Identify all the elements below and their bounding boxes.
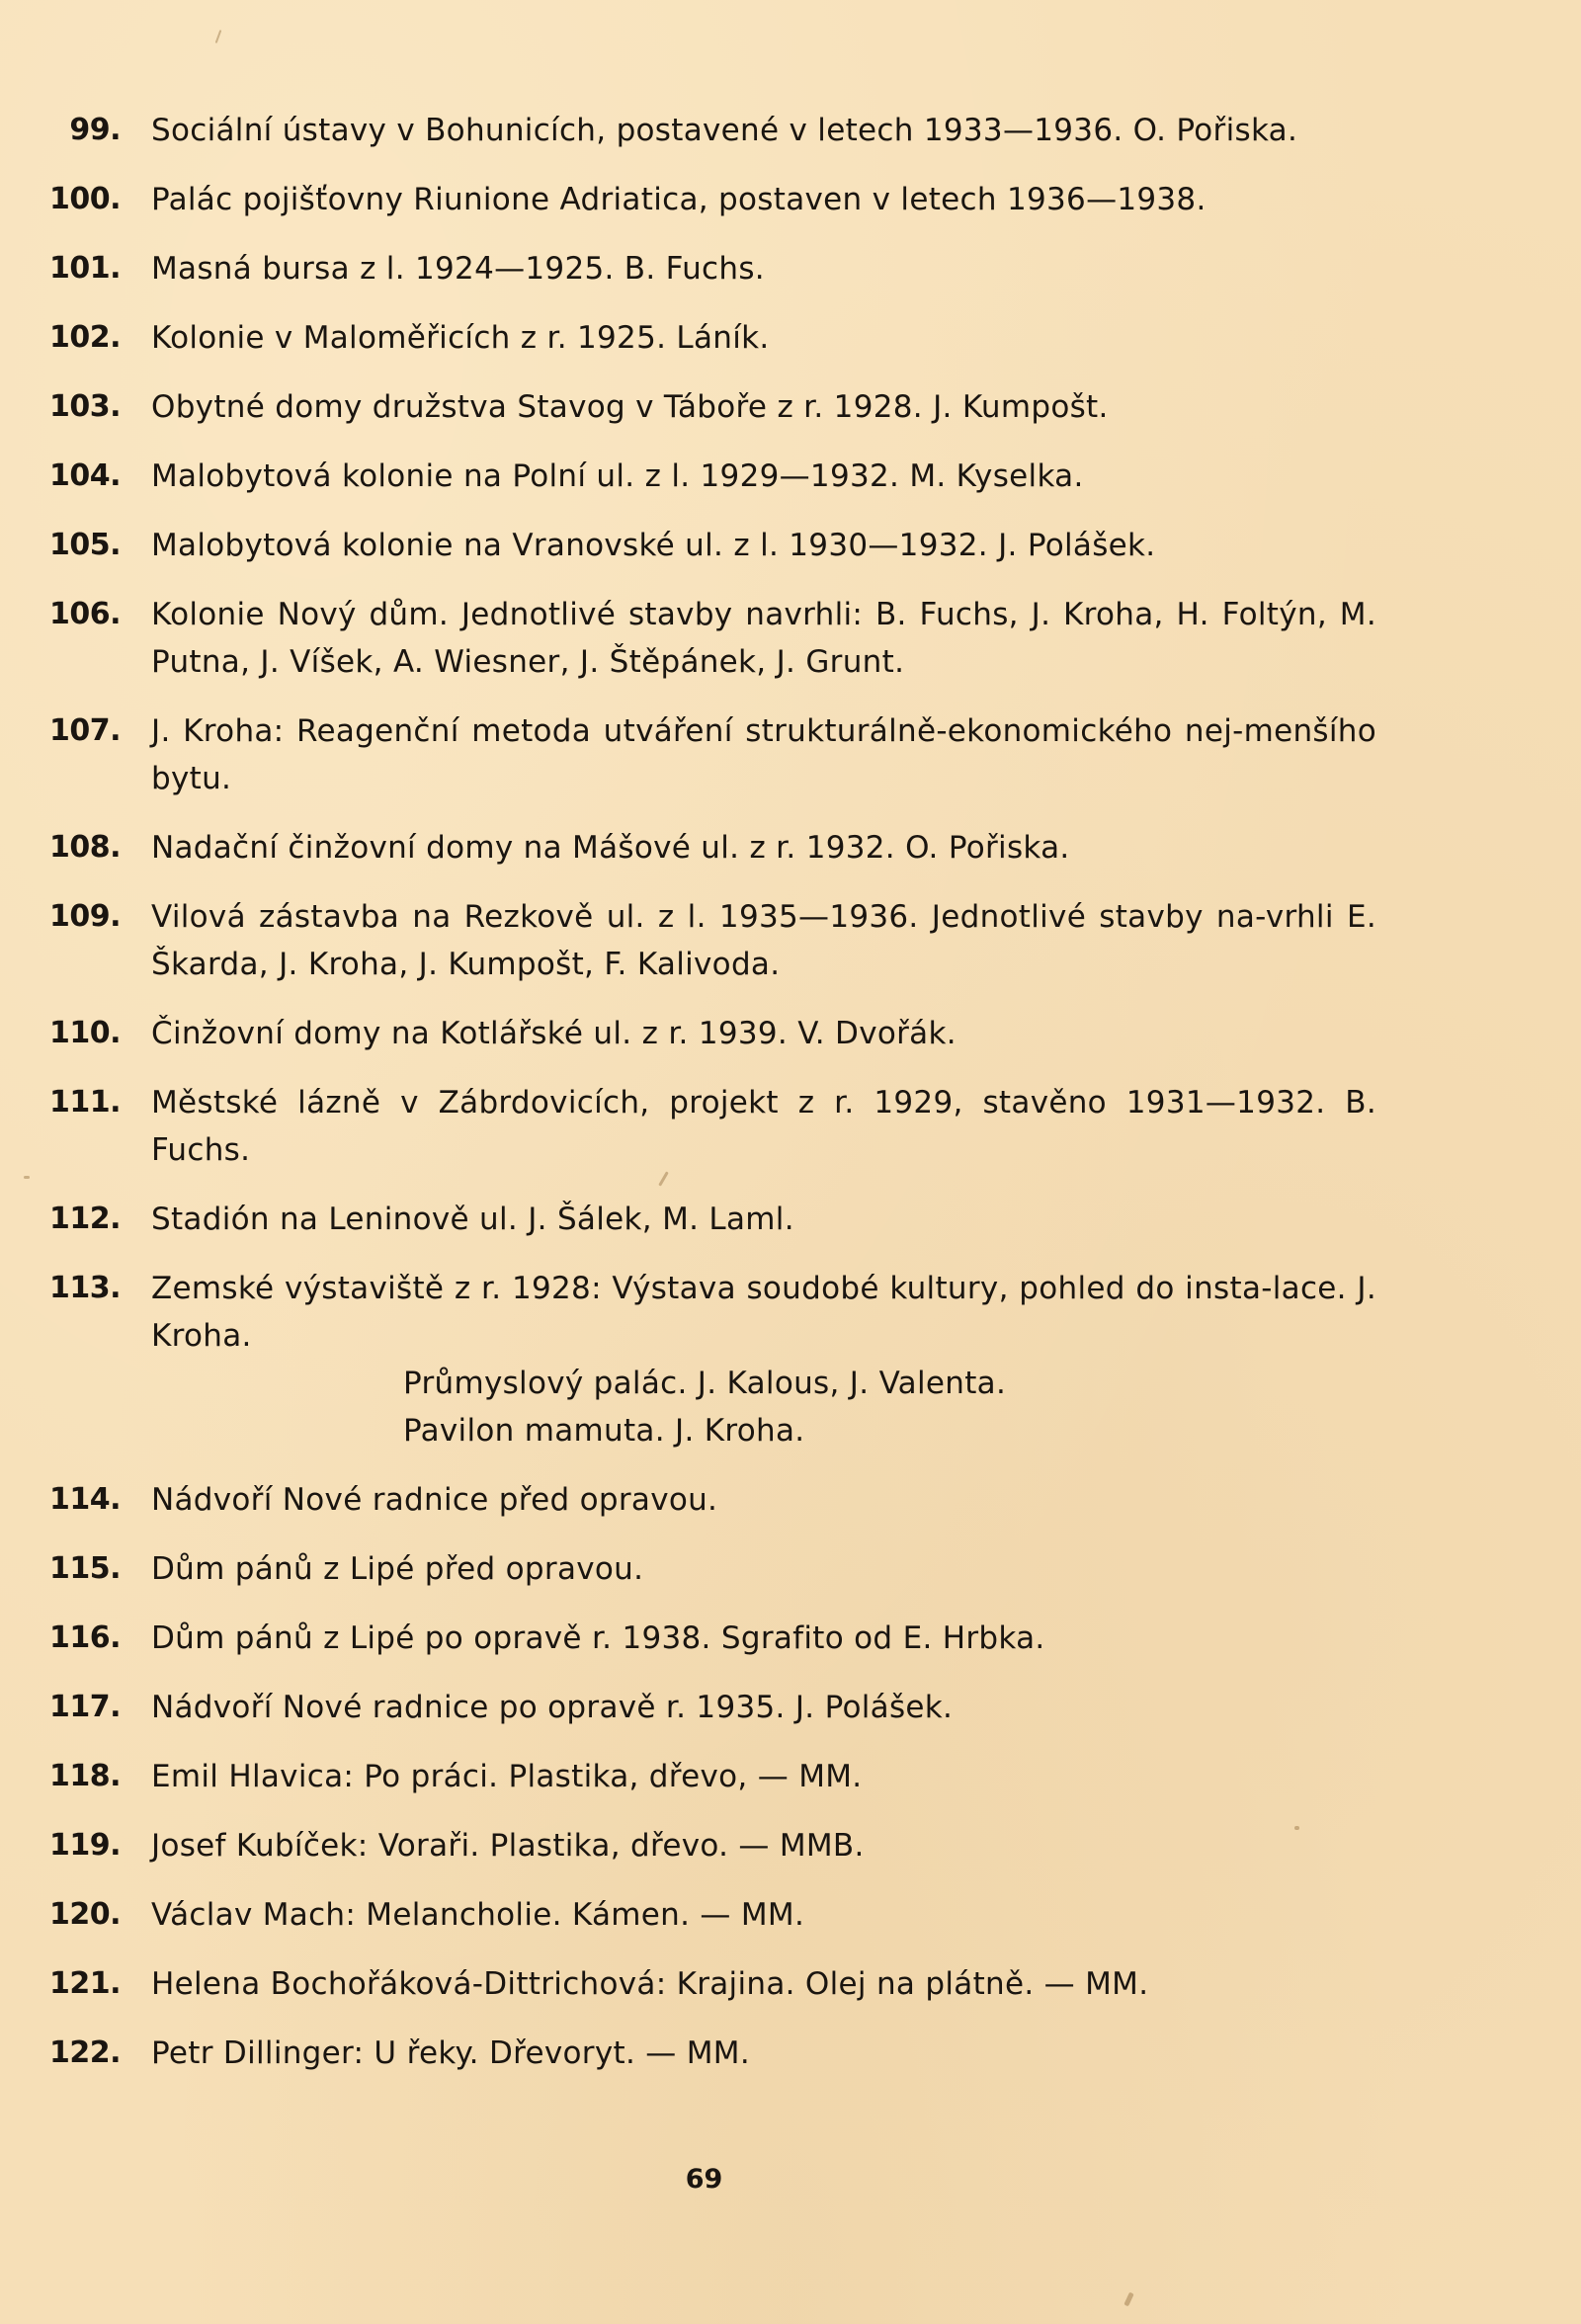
entry-number: 109. — [48, 899, 121, 934]
entry-text: Zemské výstaviště z r. 1928: Výstava soudobé kultury, pohled do insta-lace. J. Kroha. — [151, 1271, 1376, 1354]
entry-text: Petr Dillinger: U řeky. Dřevoryt. — MM. — [151, 2035, 750, 2071]
entry-text: Obytné domy družstva Stavog v Táboře z r. 1928. J. Kumpošt. — [151, 389, 1109, 425]
caption-entry — [0, 1960, 1376, 2008]
paper-speck — [215, 30, 222, 43]
caption-entry — [0, 176, 1376, 223]
entry-number: 104. — [48, 458, 121, 493]
caption-entry — [0, 1079, 1376, 1174]
caption-entry — [0, 1822, 1376, 1869]
entry-text: Kolonie v Maloměřicích z r. 1925. Láník. — [151, 320, 770, 356]
entry-text: Dům pánů z Lipé před opravou. — [151, 1551, 644, 1587]
entry-number: 119. — [48, 1828, 121, 1863]
entry-subline: Pavilon mamuta. J. Kroha. — [403, 1413, 805, 1449]
entry-number: 99. — [69, 113, 121, 147]
entry-text: Masná bursa z l. 1924—1925. B. Fuchs. — [151, 251, 765, 287]
entry-text: Vilová zástavba na Rezkově ul. z l. 1935—1936. Jednotlivé stavby na-vrhli E. Škarda, J. Kroha, J. Kumpošt, F. Kalivoda. — [151, 899, 1376, 982]
entry-text: J. Kroha: Reagenční metoda utváření strukturálně-ekonomického nej-menšího bytu. — [151, 713, 1376, 796]
paper-speck — [24, 1176, 30, 1179]
entry-text: Stadión na Leninově ul. J. Šálek, M. Laml. — [151, 1202, 794, 1237]
caption-entry — [0, 893, 1376, 988]
caption-entry — [0, 383, 1376, 431]
caption-entry — [0, 453, 1376, 500]
caption-entry — [0, 245, 1376, 292]
entry-text: Helena Bochořáková-Dittrichová: Krajina. Olej na plátně. — MM. — [151, 1966, 1149, 2002]
entry-text: Nadační činžovní domy na Mášové ul. z r. 1932. O. Pořiska. — [151, 830, 1070, 866]
caption-entry — [0, 707, 1376, 802]
entry-text: Městské lázně v Zábrdovicích, projekt z r. 1929, stavěno 1931—1932. B. Fuchs. — [151, 1085, 1376, 1168]
caption-entry — [0, 824, 1376, 872]
caption-list — [0, 107, 1581, 2099]
entry-text: Malobytová kolonie na Polní ul. z l. 1929—1932. M. Kyselka. — [151, 458, 1084, 494]
caption-entry — [0, 1891, 1376, 1939]
caption-entry — [0, 1196, 1376, 1243]
entry-text: Malobytová kolonie na Vranovské ul. z l. 1930—1932. J. Polášek. — [151, 528, 1156, 563]
entry-text: Václav Mach: Melancholie. Kámen. — MM. — [151, 1897, 805, 1933]
entry-text: Činžovní domy na Kotlářské ul. z r. 1939. V. Dvořák. — [151, 1016, 957, 1051]
entry-number: 118. — [48, 1759, 121, 1793]
caption-entry — [0, 107, 1376, 154]
entry-number: 106. — [48, 597, 121, 631]
entry-number: 107. — [48, 713, 121, 748]
entry-number: 111. — [48, 1085, 121, 1120]
caption-entry — [0, 1545, 1376, 1593]
entry-number: 120. — [48, 1897, 121, 1932]
entry-number: 116. — [48, 1620, 121, 1655]
entry-number: 108. — [48, 830, 121, 865]
caption-entry — [0, 314, 1376, 362]
entry-number: 113. — [48, 1271, 121, 1305]
entry-number: 110. — [48, 1016, 121, 1050]
entry-number: 102. — [48, 320, 121, 355]
entry-text: Dům pánů z Lipé po opravě r. 1938. Sgrafito od E. Hrbka. — [151, 1620, 1045, 1656]
entry-number: 105. — [48, 528, 121, 562]
entry-subline: Průmyslový palác. J. Kalous, J. Valenta. — [403, 1366, 1007, 1401]
entry-text: Kolonie Nový dům. Jednotlivé stavby navrhli: B. Fuchs, J. Kroha, H. Foltýn, M. Putna, J. Víšek, A. Wiesner, J. Štěpánek, J. Grunt. — [151, 597, 1376, 680]
entry-text: Sociální ústavy v Bohunicích, postavené v letech 1933—1936. O. Pořiska. — [151, 113, 1298, 148]
entry-number: 114. — [48, 1482, 121, 1517]
caption-entry — [0, 1010, 1376, 1057]
entry-number: 101. — [48, 251, 121, 286]
entry-text: Josef Kubíček: Voraři. Plastika, dřevo. — MMB. — [151, 1828, 865, 1864]
entry-text: Palác pojišťovny Riunione Adriatica, postaven v letech 1936—1938. — [151, 182, 1207, 217]
caption-entry — [0, 1753, 1376, 1800]
entry-number: 112. — [48, 1202, 121, 1236]
paper-speck — [1294, 1826, 1299, 1830]
entry-number: 115. — [48, 1551, 121, 1586]
caption-entry — [0, 1684, 1376, 1731]
caption-entry — [0, 1265, 1376, 1454]
caption-entry — [0, 1615, 1376, 1662]
caption-entry — [0, 591, 1376, 686]
entry-number: 103. — [48, 389, 121, 424]
entry-number: 122. — [48, 2035, 121, 2070]
caption-entry — [0, 1476, 1376, 1524]
entry-text: Nádvoří Nové radnice po opravě r. 1935. J. Polášek. — [151, 1690, 954, 1725]
caption-entry — [0, 2030, 1376, 2077]
entry-number: 100. — [48, 182, 121, 216]
page-number: 69 — [685, 2164, 723, 2195]
entry-number: 121. — [48, 1966, 121, 2001]
entry-text: Emil Hlavica: Po práci. Plastika, dřevo, — MM. — [151, 1759, 863, 1794]
caption-entry — [0, 522, 1376, 569]
entry-number: 117. — [48, 1690, 121, 1724]
entry-text: Nádvoří Nové radnice před opravou. — [151, 1482, 718, 1518]
paper-speck — [1123, 2292, 1133, 2307]
